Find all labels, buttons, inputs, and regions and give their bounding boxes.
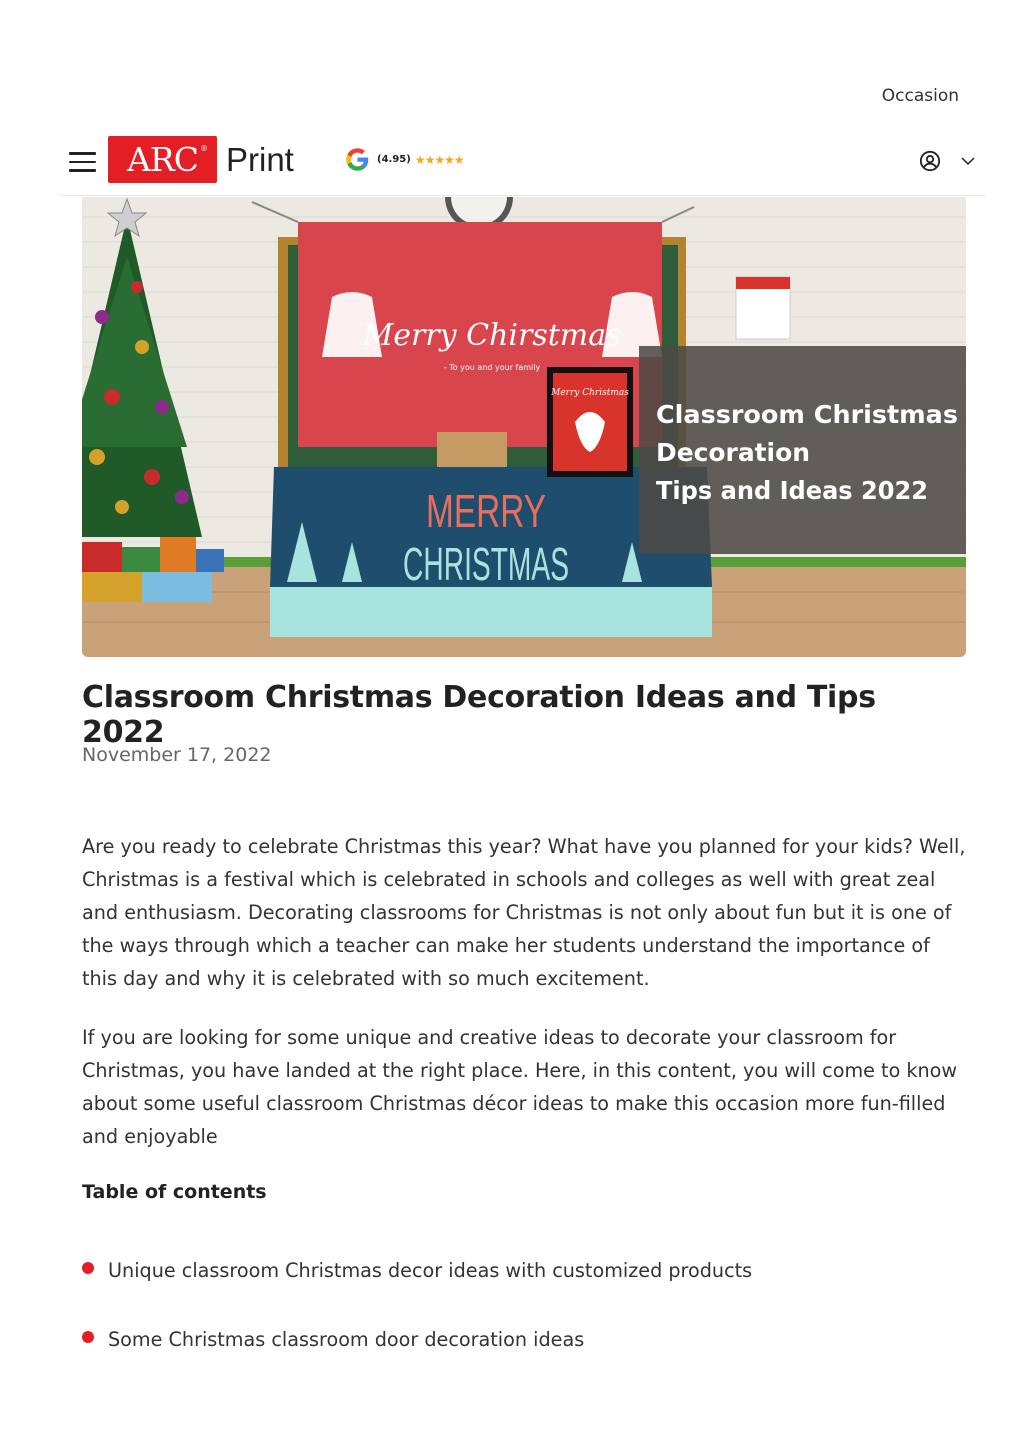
article-title: Classroom Christmas Decoration Ideas and Tips 2022: [82, 680, 876, 750]
banner-greeting-text: Merry Chirstmas: [362, 318, 622, 353]
google-icon: [344, 146, 371, 173]
bullet-icon: [82, 1331, 94, 1343]
rating-value: (4.95): [377, 154, 411, 165]
nav-occasion-link[interactable]: Occasion: [881, 86, 959, 106]
toc-item-label[interactable]: Unique classroom Christmas decor ideas with customized products: [108, 1259, 753, 1282]
site-header: [60, 128, 985, 196]
toc-heading: Table of contents: [82, 1181, 267, 1203]
article-paragraph-2: If you are looking for some unique and creative ideas to decorate your classroom for Christmas, you have landed at the right place. Here, in this content, you will come to know about some useful classroom Christmas décor ideas to make this occasion more fun-filled and enjoyable: [82, 1026, 958, 1148]
star-rating-icon: ★★★★★: [414, 152, 464, 167]
logo-registered-mark: ®: [200, 144, 207, 153]
menu-icon[interactable]: [69, 152, 96, 172]
google-rating[interactable]: [344, 146, 464, 173]
arc-print-logo[interactable]: [108, 136, 294, 183]
logo-print-text: Print: [226, 140, 294, 178]
toc-item-label[interactable]: Some Christmas classroom door decoration ideas: [108, 1328, 585, 1351]
article-date: November 17, 2022: [82, 744, 272, 766]
logo-brand-text: ARC: [127, 140, 198, 179]
frame-greeting-text: Merry Christmas: [551, 388, 629, 398]
hero-image: [82, 197, 966, 657]
table-greeting-line1: MERRY: [426, 485, 546, 537]
bullet-icon: [82, 1262, 94, 1274]
logo-brand-box: [108, 136, 217, 183]
table-greeting-line2: CHRISTMAS: [403, 538, 569, 590]
article-paragraph-1: Are you ready to celebrate Christmas this year? What have you planned for your kids? Well, Christmas is a festival which is celebrated in schools and colleges as well with great zeal and enthusiasm. Decorating classrooms for Christmas is not only about fun but it is one of the ways through which a teacher can make her students understand the importance of this day and why it is celebrated with so much excitement.: [82, 835, 966, 990]
banner-subtext: - To you and your family: [443, 363, 541, 372]
toc-item[interactable]: [82, 1259, 752, 1282]
user-account-icon[interactable]: [919, 150, 941, 172]
overlay-title-line3: Tips and Ideas 2022: [656, 476, 928, 505]
overlay-title-line2: Decoration: [656, 438, 810, 467]
chevron-down-icon[interactable]: [959, 152, 977, 170]
toc-item[interactable]: [82, 1328, 584, 1351]
overlay-title-line1: Classroom Christmas: [656, 400, 958, 429]
